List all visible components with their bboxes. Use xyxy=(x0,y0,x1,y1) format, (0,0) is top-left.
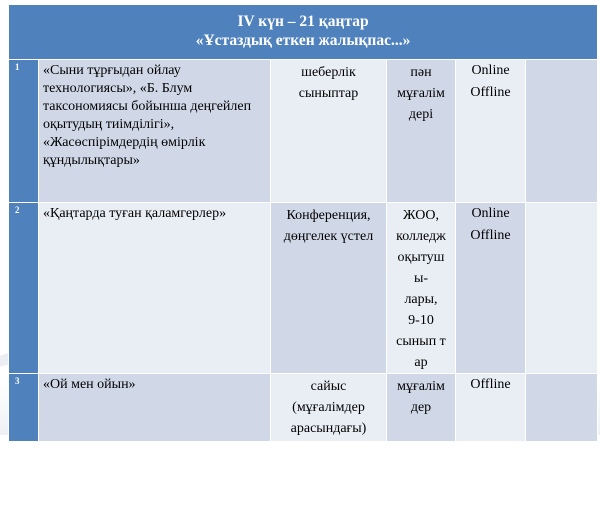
form-line: арасындағы) xyxy=(290,421,367,436)
form-line: дөңгелек үстел xyxy=(283,229,374,244)
audience-line: пән xyxy=(410,65,432,80)
status-line: Online xyxy=(471,63,510,78)
audience-line: ы- xyxy=(413,271,429,286)
audience-line: ЖОО, xyxy=(403,208,439,223)
table-row xyxy=(9,60,598,203)
table-row xyxy=(9,203,598,374)
status-line: Online xyxy=(471,206,510,221)
row-number: 2 xyxy=(9,203,39,374)
audience-line: мұғалім xyxy=(397,379,445,394)
row-audience xyxy=(387,374,456,442)
audience-line: оқытуш xyxy=(397,250,445,265)
status-line: Offline xyxy=(470,228,511,243)
schedule-table xyxy=(8,4,598,442)
row-form xyxy=(271,60,387,203)
row-number: 3 xyxy=(9,374,39,442)
form-line: шеберлік xyxy=(301,65,356,80)
status-line: Offline xyxy=(470,377,511,392)
row-form xyxy=(271,203,387,374)
row-status xyxy=(456,374,526,442)
audience-line: ар xyxy=(414,355,428,370)
header-day-date: IV күн – 21 қаңтар xyxy=(237,13,369,30)
audience-line: сынып т xyxy=(396,334,446,349)
audience-line: мұғалім xyxy=(397,86,445,101)
row-audience xyxy=(387,60,456,203)
table-row xyxy=(9,374,598,442)
audience-line: лары, xyxy=(404,292,438,307)
form-line: (мұғалімдер xyxy=(292,400,365,415)
row-empty-cell xyxy=(526,203,598,374)
row-topic: «Қаңтарда туған қаламгерлер» xyxy=(39,203,271,374)
row-status xyxy=(456,203,526,374)
audience-line: 9-10 xyxy=(408,313,434,328)
row-audience xyxy=(387,203,456,374)
row-empty-cell xyxy=(526,60,598,203)
row-number: 1 xyxy=(9,60,39,203)
row-empty-cell xyxy=(526,374,598,442)
row-topic: «Сыни тұрғыдан ойлау технологиясы», «Б. Блум таксономиясы бойынша деңгейлеп оқытудың тиімділігі», «Жасөспірімдердің өмірлік құндылықтары» xyxy=(39,60,271,203)
table-header xyxy=(9,5,598,60)
form-line: сайыс xyxy=(310,379,347,394)
row-form xyxy=(271,374,387,442)
audience-line: дері xyxy=(408,107,434,122)
status-line: Offline xyxy=(470,85,511,100)
form-line: сыныптар xyxy=(298,86,359,101)
audience-line: колледж xyxy=(396,229,446,244)
form-line: Конференция, xyxy=(286,208,371,223)
row-status xyxy=(456,60,526,203)
audience-line: дер xyxy=(410,400,432,415)
row-topic: «Ой мен ойын» xyxy=(39,374,271,442)
header-theme: «Ұстаздық еткен жалықпас...» xyxy=(195,32,411,49)
